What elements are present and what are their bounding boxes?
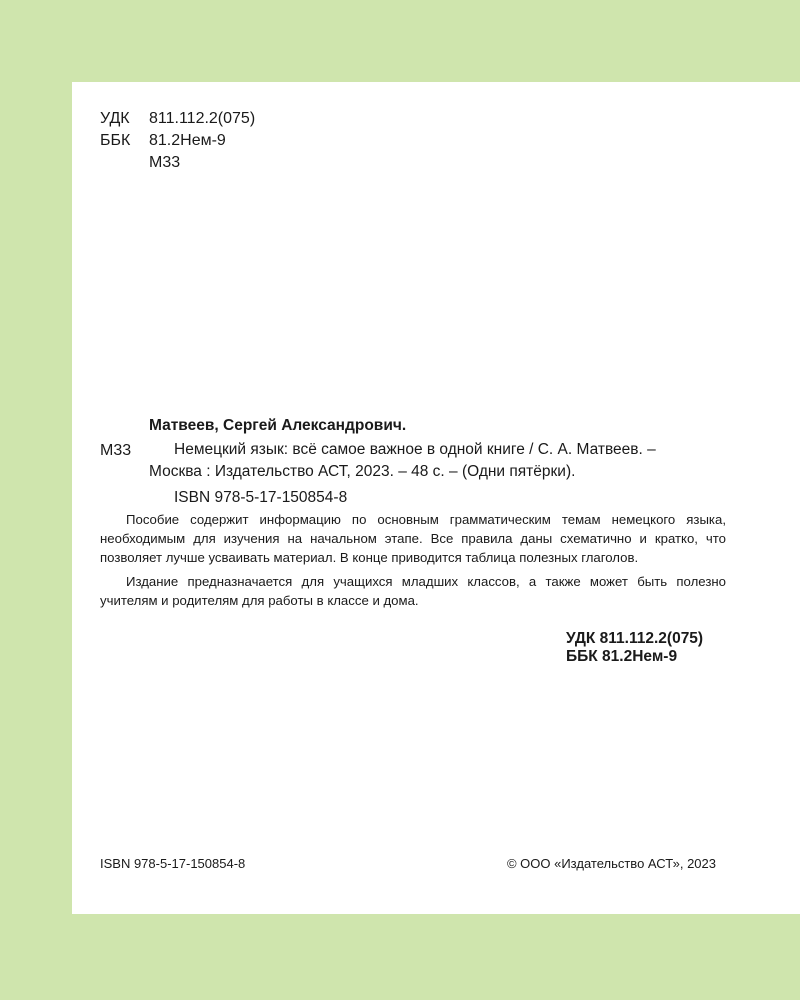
record-author-mark: М33 bbox=[100, 442, 132, 459]
record-title-line: Немецкий язык: всё самое важное в одной книге / С. А. Матвеев. – bbox=[174, 441, 656, 458]
record-author: Матвеев, Сергей Александрович. bbox=[149, 417, 407, 434]
footer-copyright: © ООО «Издательство АСТ», 2023 bbox=[506, 856, 716, 871]
annotation-paragraph-2: Издание предназначается для учащихся младших классов, а также может быть полезно учителям и родителям для работы в классе и дома. bbox=[100, 574, 726, 609]
classification-bbk: ББК 81.2Нем-9 bbox=[566, 648, 678, 665]
udk-label: УДК bbox=[100, 110, 130, 127]
record-isbn: ISBN 978-5-17-150854-8 bbox=[174, 489, 348, 506]
classification-udk: УДК 811.112.2(075) bbox=[566, 630, 704, 647]
footer-isbn: ISBN 978-5-17-150854-8 bbox=[100, 856, 246, 871]
bbk-label: ББК bbox=[100, 132, 131, 149]
author-mark-top: М33 bbox=[149, 154, 181, 171]
udk-value: 811.112.2(075) bbox=[149, 110, 256, 127]
bbk-value: 81.2Нем-9 bbox=[149, 132, 226, 149]
record-publication-line: Москва : Издательство АСТ, 2023. – 48 с. – (Одни пятёрки). bbox=[149, 463, 576, 480]
annotation-paragraph-1: Пособие содержит информацию по основным грамматическим темам немецкого языка, необходимым для изучения на начальном этапе. Все правила даны схематично и кратко, что позволяет лучше усваивать материал. В конце приводится таблица полезных глаголов. bbox=[100, 512, 726, 566]
